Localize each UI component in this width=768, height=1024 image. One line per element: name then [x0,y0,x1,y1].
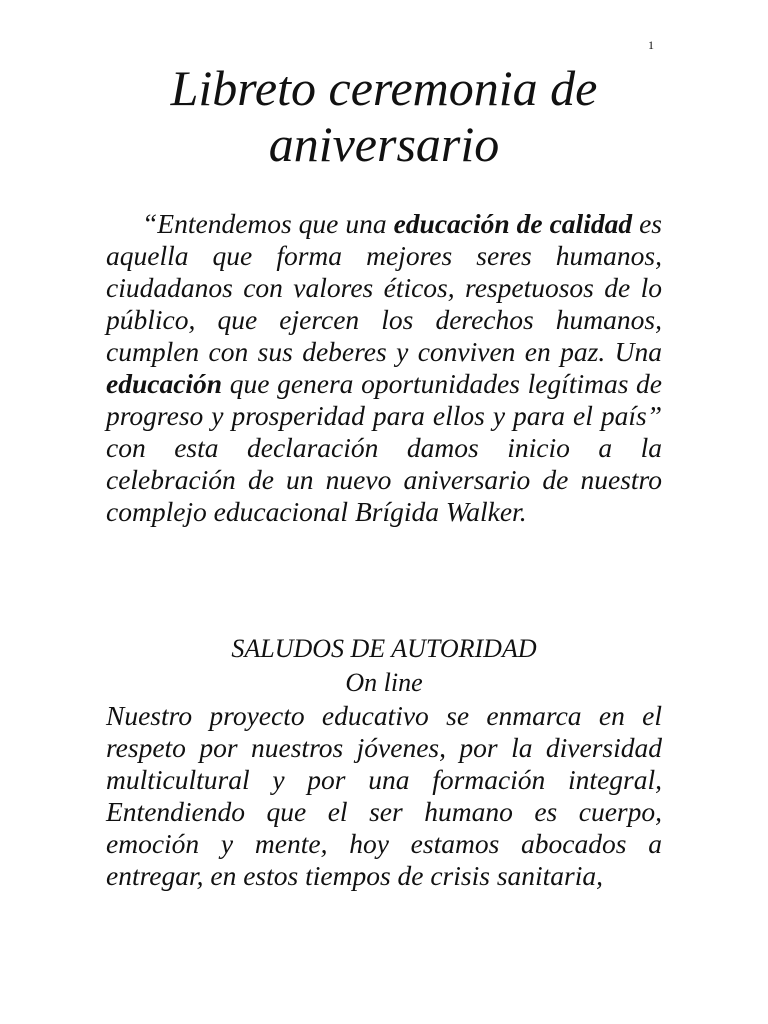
quote-text-part-3: que genera oportunidades legítimas de progreso y prosperidad para ellos y para el país” con esta declaración damos inicio a la celebración de un nuevo aniversario de nuestro complejo educacional Brígida Walker. [106,368,662,527]
document-title [60,60,708,172]
body-paragraph: Nuestro proyecto educativo se enmarca en el respeto por nuestros jóvenes, por la diversidad multicultural y por una formación integral, Entendiendo que el ser humano es cuerpo, emoción y mente, hoy estamos abocados a entregar, en estos tiempos de crisis sanitaria, [106,700,662,891]
quote-text-part-2: es aquella que forma mejores seres humanos, ciudadanos con valores éticos, respetuosos de lo público, que ejercen los derechos humanos, cumplen con sus deberes y conviven en paz. Una [106,208,662,367]
quote-text-part-1: “Entendemos que una [142,208,394,239]
quote-bold-phrase-2: educación [106,368,223,399]
page-number: 1 [648,38,654,52]
quote-bold-phrase-1: educación de calidad [393,208,633,239]
opening-quote-paragraph [106,208,662,528]
title-line-2: aniversario [268,116,500,172]
title-line-1: Libreto ceremonia de [170,60,598,116]
section-subheading: On line [345,668,423,697]
section-heading: SALUDOS DE AUTORIDAD [231,634,537,663]
